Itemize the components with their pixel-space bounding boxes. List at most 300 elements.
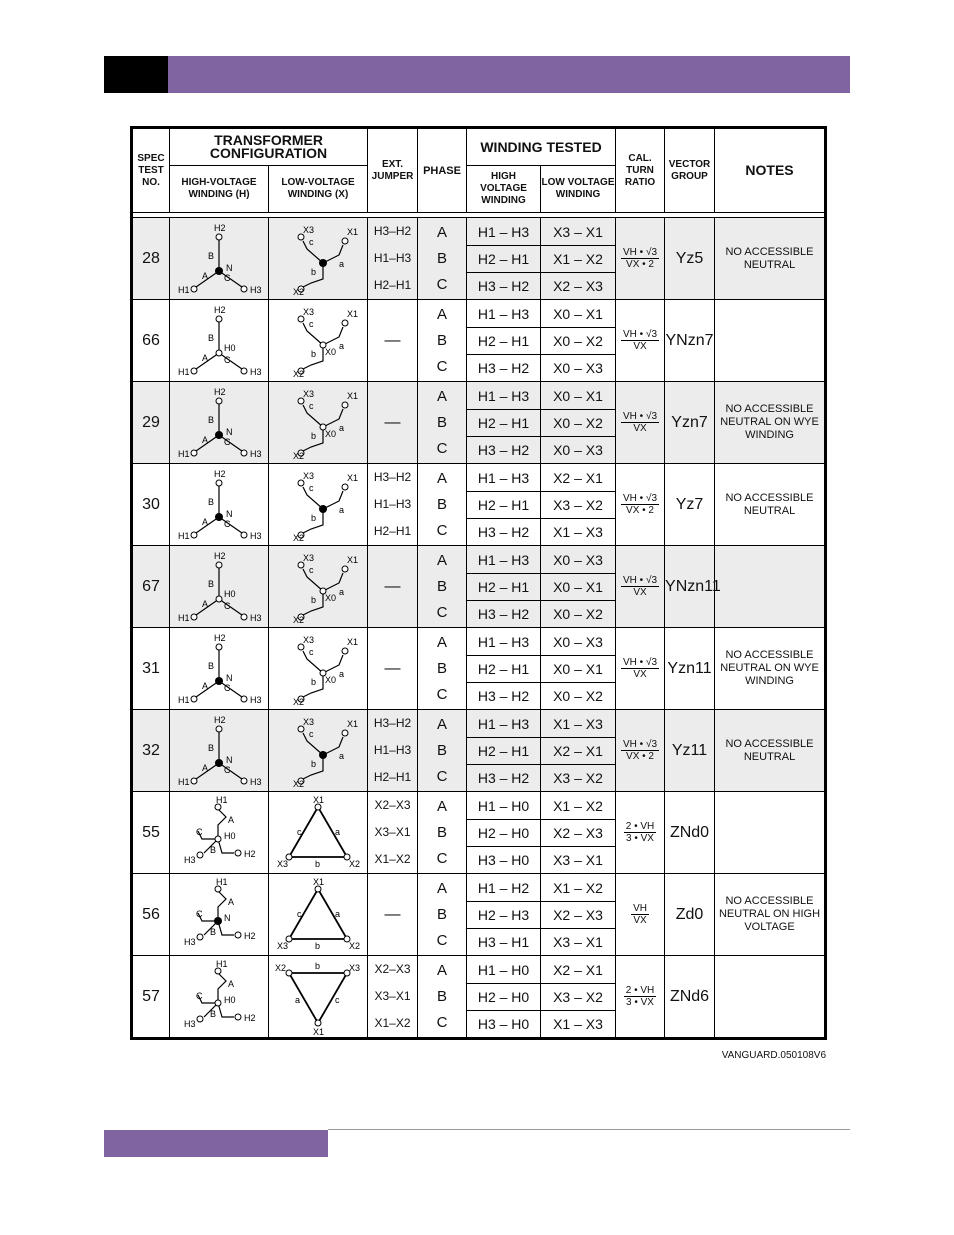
turn-ratio-cell bbox=[616, 464, 665, 546]
header-transformer-config: TRANSFORMER CONFIGURATION bbox=[170, 128, 368, 166]
diagram-label: X2 bbox=[293, 696, 305, 707]
hv-diagram bbox=[174, 959, 264, 1035]
diagram-label: a bbox=[335, 908, 341, 919]
diagram-label: C bbox=[196, 826, 203, 837]
diagram-label: H2 bbox=[214, 304, 226, 315]
terminal-icon bbox=[216, 596, 222, 602]
high-winding-value: H2 – H1 bbox=[467, 737, 540, 764]
notes-cell: NO ACCESSIBLE NEUTRAL bbox=[715, 710, 826, 792]
low-winding-value: X2 – X3 bbox=[541, 272, 615, 299]
table-row bbox=[132, 300, 826, 382]
low-winding-value: X1 – X2 bbox=[541, 245, 615, 272]
diagram-label: c bbox=[309, 400, 314, 411]
terminal-icon bbox=[235, 1014, 241, 1020]
phase-value: B bbox=[437, 495, 448, 513]
high-winding-value: H2 – H0 bbox=[467, 983, 540, 1010]
notes-cell bbox=[715, 546, 826, 628]
header-bar bbox=[104, 56, 850, 93]
low-winding-value: X0 – X3 bbox=[553, 633, 603, 650]
high-winding-value: H1 – H3 bbox=[477, 305, 530, 322]
high-winding-value: H1 – H3 bbox=[477, 387, 530, 404]
diagram-label: H2 bbox=[244, 848, 256, 859]
diagram-label: b bbox=[311, 266, 317, 277]
diagram-label: N bbox=[226, 262, 233, 273]
phase-cell bbox=[418, 300, 467, 382]
diagram-label: B bbox=[208, 496, 215, 507]
jumper-cell bbox=[368, 628, 418, 710]
diagram-label: A bbox=[228, 814, 235, 825]
terminal-icon bbox=[216, 562, 222, 568]
hv-diagram bbox=[174, 549, 264, 625]
low-winding-cell bbox=[541, 300, 616, 382]
terminal-icon bbox=[241, 614, 247, 620]
diagram-label: c bbox=[309, 728, 314, 739]
terminal-icon bbox=[191, 696, 197, 702]
lv-diagram bbox=[273, 795, 363, 871]
lv-winding-cell bbox=[269, 874, 368, 956]
diagram-label: a bbox=[295, 994, 301, 1005]
terminal-icon bbox=[216, 350, 222, 356]
high-winding-value: H1 – H3 bbox=[477, 551, 530, 568]
phase-value: A bbox=[437, 879, 448, 897]
phase-value: C bbox=[436, 931, 448, 949]
terminal-icon bbox=[215, 1000, 221, 1006]
high-winding-value: H2 – H1 bbox=[467, 245, 540, 272]
diagram-label: X1 bbox=[347, 226, 359, 237]
low-winding-value: X0 – X2 bbox=[541, 682, 615, 709]
high-winding-cell bbox=[467, 628, 541, 710]
phase-value: C bbox=[436, 275, 448, 293]
jumper-value: H3–H2 bbox=[373, 224, 412, 238]
neutral-dot-icon bbox=[215, 267, 223, 275]
high-winding-value: H3 – H2 bbox=[467, 682, 540, 709]
diagram-label: C bbox=[224, 682, 231, 693]
diagram-label: X1 bbox=[347, 308, 359, 319]
low-winding-cell bbox=[541, 792, 616, 874]
diagram-label: a bbox=[339, 668, 345, 679]
jumper-value: X3–X1 bbox=[374, 989, 411, 1003]
terminal-icon bbox=[191, 614, 197, 620]
diagram-label: X1 bbox=[313, 876, 325, 887]
diagram-label: B bbox=[210, 926, 217, 937]
phase-value: C bbox=[436, 1013, 448, 1031]
neutral-dot-icon bbox=[214, 917, 222, 925]
diagram-label: A bbox=[202, 352, 209, 363]
diagram-label: C bbox=[196, 908, 203, 919]
diagram-label: H1 bbox=[178, 284, 190, 295]
ratio-numerator: 2 • VH bbox=[625, 821, 655, 832]
phase-value: A bbox=[437, 633, 448, 651]
diagram-label: X3 bbox=[303, 224, 315, 235]
lv-diagram bbox=[273, 631, 363, 707]
diagram-label: H2 bbox=[214, 386, 226, 397]
diagram-label: H3 bbox=[184, 1018, 196, 1029]
high-winding-value: H3 – H2 bbox=[467, 436, 540, 463]
lv-diagram bbox=[273, 549, 363, 625]
lv-diagram bbox=[273, 221, 363, 297]
diagram-label: c bbox=[309, 646, 314, 657]
diagram-label: H3 bbox=[250, 612, 262, 623]
low-winding-value: X3 – X1 bbox=[541, 928, 615, 955]
diagram-label: C bbox=[224, 764, 231, 775]
diagram-label: A bbox=[202, 762, 209, 773]
ratio-denominator: VX • 2 bbox=[626, 751, 654, 762]
low-winding-value: X1 – X3 bbox=[541, 1010, 615, 1037]
jumper-value: X2–X3 bbox=[374, 962, 411, 976]
terminal-icon bbox=[191, 532, 197, 538]
terminal-icon bbox=[315, 1020, 321, 1026]
vector-group: Yz7 bbox=[665, 464, 715, 546]
diagram-label: X1 bbox=[347, 390, 359, 401]
diagram-label: N bbox=[224, 912, 231, 923]
jumper-value: H2–H1 bbox=[373, 524, 412, 538]
phase-value: C bbox=[436, 685, 448, 703]
diagram-label: X2 bbox=[275, 962, 287, 973]
terminal-icon bbox=[241, 696, 247, 702]
low-winding-cell bbox=[541, 956, 616, 1039]
low-winding-value: X0 – X2 bbox=[541, 600, 615, 627]
diagram-label: X2 bbox=[293, 450, 305, 461]
vector-group: Zd0 bbox=[665, 874, 715, 956]
phase-value: B bbox=[437, 249, 448, 267]
diagram-label: a bbox=[339, 422, 345, 433]
vector-group: ZNd6 bbox=[665, 956, 715, 1039]
jumper-value: H2–H1 bbox=[373, 278, 412, 292]
low-winding-cell bbox=[541, 546, 616, 628]
diagram-label: X2 bbox=[293, 778, 305, 789]
jumper-cell bbox=[368, 300, 418, 382]
table-row bbox=[132, 546, 826, 628]
diagram-label: H3 bbox=[250, 776, 262, 787]
neutral-dot-icon bbox=[319, 259, 327, 267]
lv-winding-cell bbox=[269, 546, 368, 628]
low-winding-value: X2 – X3 bbox=[541, 819, 615, 846]
high-winding-value: H1 – H3 bbox=[477, 469, 530, 486]
low-winding-cell bbox=[541, 218, 616, 300]
diagram-label: c bbox=[309, 482, 314, 493]
lv-diagram bbox=[273, 877, 363, 953]
diagram-label: A bbox=[228, 978, 235, 989]
neutral-dot-icon bbox=[215, 759, 223, 767]
vector-group-table bbox=[130, 126, 827, 1040]
diagram-label: X3 bbox=[349, 962, 361, 973]
spec-number: 66 bbox=[132, 300, 170, 382]
high-winding-cell bbox=[467, 382, 541, 464]
jumper-value: X3–X1 bbox=[374, 825, 411, 839]
neutral-dot-icon bbox=[319, 505, 327, 513]
vector-group: Yzn11 bbox=[665, 628, 715, 710]
header-lv: LOW-VOLTAGE WINDING (X) bbox=[269, 166, 368, 213]
diagram-label: B bbox=[210, 844, 217, 855]
header-vector: VECTOR GROUP bbox=[665, 128, 715, 213]
notes-cell bbox=[715, 300, 826, 382]
ratio-numerator: VH • √3 bbox=[623, 739, 658, 750]
high-winding-value: H3 – H2 bbox=[467, 764, 540, 791]
header-spec: SPEC TEST NO. bbox=[132, 128, 170, 213]
diagram-label: b bbox=[311, 512, 317, 523]
diagram-label: X2 bbox=[293, 532, 305, 543]
neutral-dot-icon bbox=[319, 751, 327, 759]
diagram-label: A bbox=[202, 516, 209, 527]
phase-value: A bbox=[437, 797, 448, 815]
diagram-label: H2 bbox=[244, 1012, 256, 1023]
ratio-denominator: 3 • VX bbox=[626, 997, 654, 1008]
diagram-label: H1 bbox=[178, 612, 190, 623]
high-winding-value: H3 – H1 bbox=[467, 928, 540, 955]
phase-value: C bbox=[436, 521, 448, 539]
hv-diagram bbox=[174, 221, 264, 297]
jumper-value: X1–X2 bbox=[374, 852, 411, 866]
terminal-icon bbox=[342, 238, 348, 244]
turn-ratio-cell bbox=[616, 382, 665, 464]
diagram-label: B bbox=[208, 414, 215, 425]
phase-cell bbox=[418, 710, 467, 792]
vector-group: ZNd0 bbox=[665, 792, 715, 874]
jumper-value: H3–H2 bbox=[373, 716, 412, 730]
diagram-label: X0 bbox=[325, 674, 337, 685]
diagram-label: X1 bbox=[313, 794, 325, 805]
terminal-icon bbox=[216, 726, 222, 732]
diagram-label: A bbox=[202, 434, 209, 445]
diagram-label: H1 bbox=[178, 694, 190, 705]
terminal-icon bbox=[216, 316, 222, 322]
terminal-icon bbox=[241, 778, 247, 784]
diagram-label: X2 bbox=[293, 368, 305, 379]
doc-reference: VANGUARD.050108V6 bbox=[721, 1050, 826, 1061]
jumper-value: — bbox=[384, 414, 401, 431]
hv-diagram bbox=[174, 713, 264, 789]
diagram-label: c bbox=[335, 994, 340, 1005]
diagram-label: H0 bbox=[224, 342, 236, 353]
high-winding-value: H1 – H3 bbox=[477, 715, 530, 732]
diagram-label: b bbox=[311, 594, 317, 605]
high-winding-cell bbox=[467, 464, 541, 546]
phase-cell bbox=[418, 874, 467, 956]
low-winding-value: X1 – X3 bbox=[541, 518, 615, 545]
diagram-label: b bbox=[315, 960, 321, 971]
jumper-value: — bbox=[384, 578, 401, 595]
diagram-label: H1 bbox=[178, 776, 190, 787]
phase-value: B bbox=[437, 823, 448, 841]
diagram-label: H1 bbox=[178, 530, 190, 541]
phase-value: A bbox=[437, 715, 448, 733]
diagram-label: X1 bbox=[347, 718, 359, 729]
diagram-label: X2 bbox=[293, 614, 305, 625]
terminal-icon bbox=[216, 480, 222, 486]
hv-diagram bbox=[174, 877, 264, 953]
diagram-label: C bbox=[196, 990, 203, 1001]
diagram-label: C bbox=[224, 436, 231, 447]
low-winding-value: X2 – X1 bbox=[553, 961, 603, 978]
terminal-icon bbox=[215, 836, 221, 842]
phase-value: A bbox=[437, 961, 448, 979]
header-low: LOW VOLTAGE WINDING bbox=[541, 166, 616, 213]
terminal-icon bbox=[216, 644, 222, 650]
lv-winding-cell bbox=[269, 792, 368, 874]
phase-value: B bbox=[437, 905, 448, 923]
diagram-label: X0 bbox=[325, 346, 337, 357]
phase-value: C bbox=[436, 603, 448, 621]
terminal-icon bbox=[241, 532, 247, 538]
header-high: HIGH VOLTAGE WINDING bbox=[467, 166, 541, 213]
terminal-icon bbox=[241, 286, 247, 292]
diagram-label: X3 bbox=[303, 634, 315, 645]
diagram-label: a bbox=[335, 826, 341, 837]
lv-diagram bbox=[273, 713, 363, 789]
jumper-value: H1–H3 bbox=[373, 251, 412, 265]
phase-value: B bbox=[437, 331, 448, 349]
spec-number: 32 bbox=[132, 710, 170, 792]
diagram-label: N bbox=[226, 754, 233, 765]
diagram-label: X3 bbox=[303, 552, 315, 563]
high-winding-value: H3 – H2 bbox=[467, 518, 540, 545]
hv-diagram bbox=[174, 303, 264, 379]
diagram-label: b bbox=[315, 940, 321, 951]
terminal-icon bbox=[191, 368, 197, 374]
high-winding-cell bbox=[467, 546, 541, 628]
jumper-cell bbox=[368, 218, 418, 300]
spec-number: 56 bbox=[132, 874, 170, 956]
phase-value: C bbox=[436, 357, 448, 375]
high-winding-value: H3 – H2 bbox=[467, 600, 540, 627]
low-winding-value: X0 – X1 bbox=[541, 655, 615, 682]
terminal-icon bbox=[197, 934, 203, 940]
diagram-label: H0 bbox=[224, 588, 236, 599]
high-winding-value: H2 – H1 bbox=[467, 327, 540, 354]
diagram-label: c bbox=[309, 236, 314, 247]
high-winding-value: H3 – H0 bbox=[467, 1010, 540, 1037]
diagram-label: B bbox=[208, 578, 215, 589]
table-row bbox=[132, 628, 826, 710]
phase-value: A bbox=[437, 469, 448, 487]
header-ratio: CAL. TURN RATIO bbox=[616, 128, 665, 213]
spec-number: 28 bbox=[132, 218, 170, 300]
low-winding-value: X0 – X1 bbox=[553, 387, 603, 404]
diagram-label: X1 bbox=[347, 472, 359, 483]
diagram-label: H1 bbox=[216, 876, 228, 887]
phase-value: C bbox=[436, 849, 448, 867]
low-winding-cell bbox=[541, 628, 616, 710]
jumper-value: X1–X2 bbox=[374, 1016, 411, 1030]
diagram-label: c bbox=[309, 564, 314, 575]
vector-group: Yz5 bbox=[665, 218, 715, 300]
terminal-icon bbox=[191, 450, 197, 456]
high-winding-value: H3 – H0 bbox=[467, 846, 540, 873]
diagram-label: H2 bbox=[244, 930, 256, 941]
low-winding-value: X0 – X1 bbox=[541, 573, 615, 600]
diagram-label: H2 bbox=[214, 550, 226, 561]
high-winding-value: H1 – H0 bbox=[477, 797, 530, 814]
header-jumper: EXT. JUMPER bbox=[368, 128, 418, 213]
diagram-label: A bbox=[202, 680, 209, 691]
high-winding-value: H2 – H1 bbox=[467, 409, 540, 436]
high-winding-value: H1 – H3 bbox=[477, 633, 530, 650]
hv-diagram bbox=[174, 631, 264, 707]
hv-winding-cell bbox=[170, 546, 269, 628]
ratio-numerator: VH • √3 bbox=[623, 411, 658, 422]
low-winding-value: X0 – X3 bbox=[541, 436, 615, 463]
table-row bbox=[132, 218, 826, 300]
low-winding-value: X1 – X2 bbox=[553, 797, 603, 814]
low-winding-value: X3 – X2 bbox=[541, 983, 615, 1010]
diagram-label: H0 bbox=[224, 994, 236, 1005]
hv-diagram bbox=[174, 467, 264, 543]
terminal-icon bbox=[191, 778, 197, 784]
terminal-icon bbox=[286, 970, 292, 976]
low-winding-value: X3 – X1 bbox=[541, 846, 615, 873]
phase-value: C bbox=[436, 767, 448, 785]
diagram-label: b bbox=[311, 348, 317, 359]
neutral-dot-icon bbox=[215, 431, 223, 439]
diagram-label: X1 bbox=[313, 1026, 325, 1035]
spec-number: 57 bbox=[132, 956, 170, 1039]
ratio-numerator: VH bbox=[633, 903, 647, 914]
jumper-cell bbox=[368, 874, 418, 956]
diagram-label: a bbox=[339, 258, 345, 269]
jumper-cell bbox=[368, 546, 418, 628]
phase-value: A bbox=[437, 305, 448, 323]
turn-ratio-cell bbox=[616, 710, 665, 792]
high-winding-cell bbox=[467, 792, 541, 874]
low-winding-value: X0 – X2 bbox=[541, 327, 615, 354]
diagram-label: a bbox=[339, 340, 345, 351]
high-winding-cell bbox=[467, 300, 541, 382]
header-hv: HIGH-VOLTAGE WINDING (H) bbox=[170, 166, 269, 213]
diagram-label: H2 bbox=[214, 222, 226, 233]
lv-winding-cell bbox=[269, 710, 368, 792]
low-winding-value: X3 – X2 bbox=[541, 491, 615, 518]
hv-winding-cell bbox=[170, 792, 269, 874]
diagram-label: B bbox=[210, 1008, 217, 1019]
diagram-label: H3 bbox=[250, 366, 262, 377]
phase-cell bbox=[418, 218, 467, 300]
ratio-numerator: VH • √3 bbox=[623, 657, 658, 668]
jumper-value: — bbox=[384, 660, 401, 677]
jumper-cell bbox=[368, 464, 418, 546]
lv-winding-cell bbox=[269, 382, 368, 464]
vector-group: YNzn7 bbox=[665, 300, 715, 382]
high-winding-value: H2 – H1 bbox=[467, 655, 540, 682]
low-winding-value: X0 – X2 bbox=[541, 409, 615, 436]
vector-group: YNzn11 bbox=[665, 546, 715, 628]
diagram-label: X1 bbox=[347, 554, 359, 565]
table-row bbox=[132, 874, 826, 956]
diagram-label: c bbox=[297, 826, 302, 837]
phase-value: B bbox=[437, 659, 448, 677]
diagram-label: H2 bbox=[214, 714, 226, 725]
jumper-value: H3–H2 bbox=[373, 470, 412, 484]
lv-diagram bbox=[273, 303, 363, 379]
diagram-label: C bbox=[224, 354, 231, 365]
ratio-numerator: VH • √3 bbox=[623, 575, 658, 586]
spec-number: 31 bbox=[132, 628, 170, 710]
table-row bbox=[132, 792, 826, 874]
high-winding-cell bbox=[467, 956, 541, 1039]
hv-winding-cell bbox=[170, 300, 269, 382]
footer-bar bbox=[104, 1130, 328, 1157]
diagram-label: X3 bbox=[303, 306, 315, 317]
diagram-label: N bbox=[226, 508, 233, 519]
lv-winding-cell bbox=[269, 628, 368, 710]
ratio-denominator: VX bbox=[633, 341, 647, 352]
phase-cell bbox=[418, 382, 467, 464]
terminal-icon bbox=[241, 368, 247, 374]
high-winding-value: H3 – H2 bbox=[467, 354, 540, 381]
turn-ratio-cell bbox=[616, 628, 665, 710]
notes-cell: NO ACCESSIBLE NEUTRAL bbox=[715, 218, 826, 300]
notes-cell: NO ACCESSIBLE NEUTRAL ON WYE WINDING bbox=[715, 382, 826, 464]
diagram-label: b bbox=[311, 758, 317, 769]
